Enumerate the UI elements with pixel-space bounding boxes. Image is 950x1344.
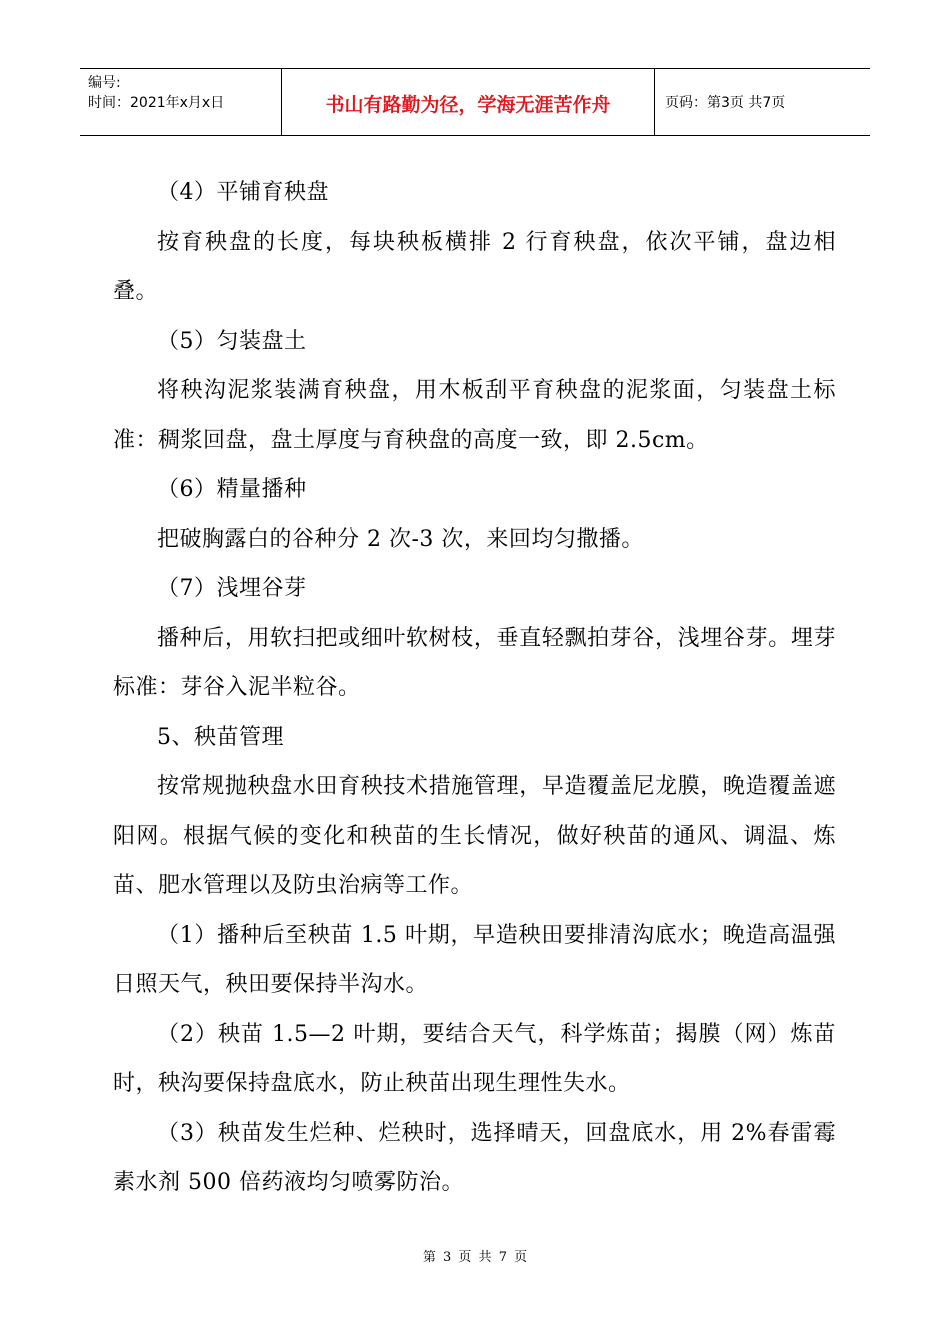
body-paragraph: （2）秧苗 1.5—2 叶期，要结合天气，科学炼苗；揭膜（网）炼苗时，秧沟要保持盘底水，防止秧苗出现生理性失水。 <box>113 1021 836 1096</box>
header-motto: 书山有路勤为径，学海无涯苦作舟 <box>282 69 655 135</box>
body-paragraph: 按育秧盘的长度，每块秧板横排 2 行育秧盘，依次平铺，盘边相叠。 <box>113 229 836 304</box>
serial-number-label: 编号: <box>88 75 121 91</box>
section-heading: （6）精量播种 <box>157 477 307 502</box>
date-label: 时间：2021年x月x日 <box>88 95 225 111</box>
page-footer: 第 3 页 共 7 页 <box>422 1250 528 1265</box>
body-paragraph: 把破胸露白的谷种分 2 次-3 次，来回均匀撒播。 <box>157 526 644 552</box>
document-body <box>113 168 836 1208</box>
page-header <box>80 68 870 136</box>
section-heading: （4）平铺育秧盘 <box>157 180 329 205</box>
body-paragraph: （3）秧苗发生烂种、烂秧时，选择晴天，回盘底水，用 2%春雷霉素水剂 500 倍药液均匀喷雾防治。 <box>113 1120 836 1195</box>
section-heading: （7）浅埋谷芽 <box>157 576 307 601</box>
header-meta <box>80 69 282 135</box>
section-heading: （5）匀装盘土 <box>157 328 307 354</box>
body-paragraph: 将秧沟泥浆装满育秧盘，用木板刮平育秧盘的泥浆面，匀装盘土标准：稠浆回盘，盘土厚度与育秧盘的高度一致，即 2.5cm。 <box>113 378 836 453</box>
section-heading: 5、秧苗管理 <box>157 724 284 750</box>
body-paragraph: 按常规抛秧盘水田育秧技术措施管理，早造覆盖尼龙膜，晚造覆盖遮阳网。根据气候的变化和秧苗的生长情况，做好秧苗的通风、调温、炼苗、肥水管理以及防虫治病等工作。 <box>113 774 836 898</box>
header-page-info: 页码：第3页 共7页 <box>665 95 786 111</box>
body-paragraph: 播种后，用软扫把或细叶软树枝，垂直轻飘拍芽谷，浅埋谷芽。埋芽标准：芽谷入泥半粒谷。 <box>113 625 836 700</box>
body-paragraph: （1）播种后至秧苗 1.5 叶期，早造秧田要排清沟底水；晚造高温强日照天气，秧田要保持半沟水。 <box>113 922 836 997</box>
